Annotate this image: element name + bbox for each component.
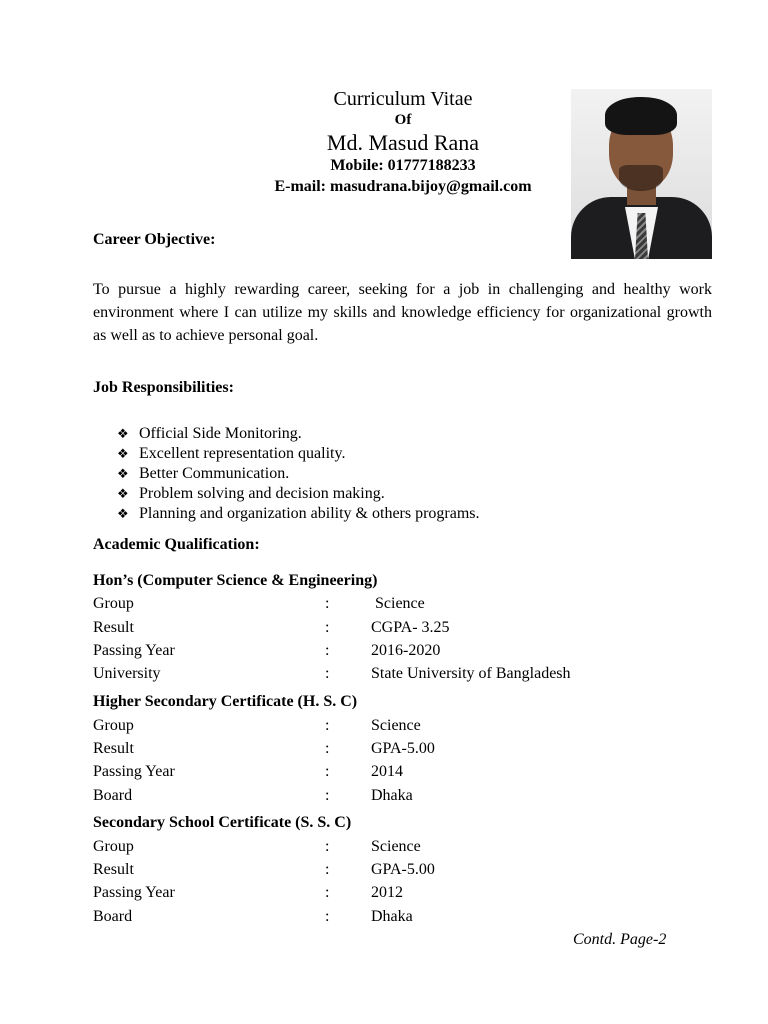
list-item-text: Planning and organization ability & others programs. bbox=[139, 505, 480, 522]
row-value: Dhaka bbox=[371, 908, 413, 925]
row-colon: : bbox=[325, 619, 330, 636]
cv-of: Of bbox=[394, 112, 412, 128]
row-value: CGPA- 3.25 bbox=[371, 619, 450, 636]
list-item-text: Problem solving and decision making. bbox=[139, 485, 385, 502]
row-colon: : bbox=[325, 838, 330, 855]
row-colon: : bbox=[325, 740, 330, 757]
mobile-number: Mobile: 01777188233 bbox=[330, 157, 476, 174]
row-colon: : bbox=[325, 763, 330, 780]
row-colon: : bbox=[325, 642, 330, 659]
row-label: Board bbox=[93, 787, 133, 804]
row-label: Passing Year bbox=[93, 884, 175, 901]
row-label: Group bbox=[93, 717, 134, 734]
list-item bbox=[117, 444, 480, 464]
row-label: Group bbox=[93, 595, 134, 612]
job-responsibilities-list bbox=[117, 424, 480, 524]
list-item-text: Better Communication. bbox=[139, 465, 290, 482]
career-objective-heading: Career Objective: bbox=[93, 231, 216, 248]
row-value: 2012 bbox=[371, 884, 403, 901]
row-label: University bbox=[93, 665, 161, 682]
continued-note: Contd. Page-2 bbox=[573, 931, 667, 948]
row-value: State University of Bangladesh bbox=[371, 665, 571, 682]
ssc-heading: Secondary School Certificate (S. S. C) bbox=[93, 814, 352, 831]
list-item bbox=[117, 504, 480, 524]
diamond-bullet-icon: ❖ bbox=[117, 467, 129, 482]
row-colon: : bbox=[325, 908, 330, 925]
row-colon: : bbox=[325, 665, 330, 682]
row-colon: : bbox=[325, 884, 330, 901]
row-value: 2014 bbox=[371, 763, 403, 780]
cv-title: Curriculum Vitae bbox=[333, 88, 473, 110]
row-label: Group bbox=[93, 838, 134, 855]
list-item bbox=[117, 484, 480, 504]
row-label: Passing Year bbox=[93, 763, 175, 780]
honours-heading: Hon’s (Computer Science & Engineering) bbox=[93, 572, 378, 589]
photo-hair bbox=[605, 97, 677, 135]
list-item bbox=[117, 464, 480, 484]
diamond-bullet-icon: ❖ bbox=[117, 487, 129, 502]
job-responsibilities-heading: Job Responsibilities: bbox=[93, 379, 234, 396]
row-colon: : bbox=[325, 595, 330, 612]
row-value: 2016-2020 bbox=[371, 642, 441, 659]
row-value: Science bbox=[371, 717, 421, 734]
row-label: Passing Year bbox=[93, 642, 175, 659]
photo-beard bbox=[619, 165, 663, 191]
list-item bbox=[117, 424, 480, 444]
candidate-name: Md. Masud Rana bbox=[326, 130, 480, 155]
diamond-bullet-icon: ❖ bbox=[117, 427, 129, 442]
row-value: GPA-5.00 bbox=[371, 740, 435, 757]
academic-qualification-heading: Academic Qualification: bbox=[93, 536, 260, 553]
list-item-text: Excellent representation quality. bbox=[139, 445, 346, 462]
row-colon: : bbox=[325, 861, 330, 878]
row-colon: : bbox=[325, 717, 330, 734]
diamond-bullet-icon: ❖ bbox=[117, 507, 129, 522]
diamond-bullet-icon: ❖ bbox=[117, 447, 129, 462]
row-value: Science bbox=[375, 595, 425, 612]
row-colon: : bbox=[325, 787, 330, 804]
career-objective-text: To pursue a highly rewarding career, seeking for a job in challenging and healthy work environment where I can utilize my skills and knowledge efficiency for organizational growth as well as to achieve personal goal. bbox=[93, 281, 712, 344]
row-label: Result bbox=[93, 740, 134, 757]
row-label: Result bbox=[93, 861, 134, 878]
profile-photo bbox=[571, 89, 712, 259]
row-value: Science bbox=[371, 838, 421, 855]
row-value: GPA-5.00 bbox=[371, 861, 435, 878]
row-value: Dhaka bbox=[371, 787, 413, 804]
email-address: E-mail: masudrana.bijoy@gmail.com bbox=[274, 178, 532, 195]
row-label: Result bbox=[93, 619, 134, 636]
hsc-heading: Higher Secondary Certificate (H. S. C) bbox=[93, 693, 358, 710]
list-item-text: Official Side Monitoring. bbox=[139, 425, 302, 442]
row-label: Board bbox=[93, 908, 133, 925]
